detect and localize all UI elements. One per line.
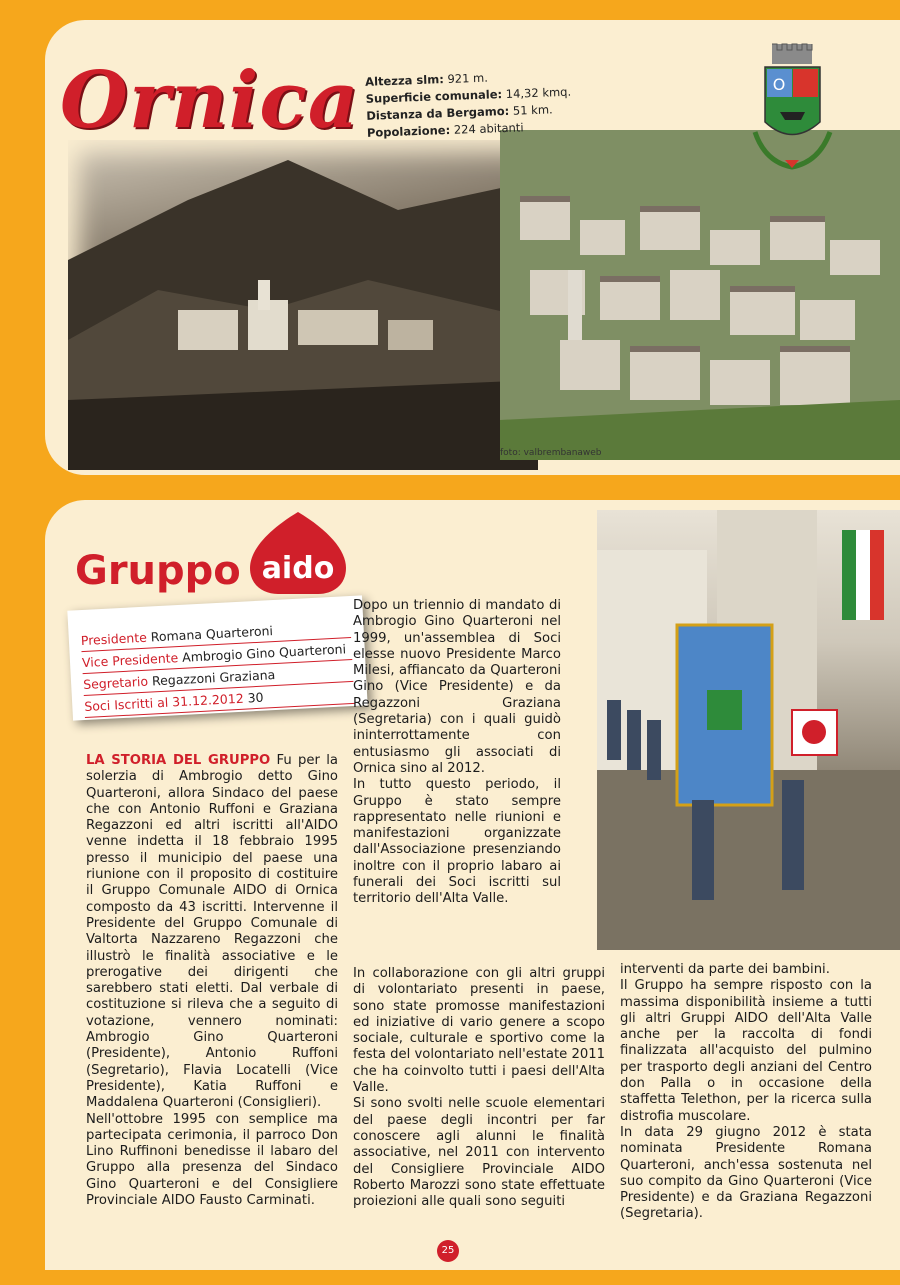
svg-text:O: O	[772, 75, 786, 94]
svg-text:aido: aido	[261, 551, 335, 586]
officer-row: Presidente Romana Quarteroni	[80, 616, 351, 652]
paragraph: In data 29 giugno 2012 è stata nominata Presidente Romana Quarteroni, anch'essa sostenuta nel suo compito da Gino Quarteroni (Vice Presidente) e da Graziana Regazzoni (Segretaria).	[620, 1124, 872, 1222]
officers-card	[67, 595, 367, 720]
article-column-1	[86, 753, 338, 1209]
paragraph: Il Gruppo ha sempre risposto con la massima disponibilità insieme a tutti gli altri Gruppi AIDO dell'Alta Valle anche per la raccolta di fondi finalizzata all'acquisto del pulmino per trasporto degli anziani del Centro don Palla o in occasione della staffetta Telethon, per la ricerca sulla distrofia muscolare.	[620, 978, 872, 1124]
page-margin	[0, 0, 45, 1285]
parade-photo	[597, 510, 900, 950]
officer-row: Vice Presidente Ambrogio Gino Quarteroni	[82, 638, 353, 674]
paragraph: In collaborazione con gli altri gruppi di volontariato presenti in paese, sono state promosse manifestazioni ed iniziative di vario genere a scopo sociale, culturale e sportivo come la festa del volontariato nell'estate 2011 che ha coinvolto tutti i paesi dell'Alta Valle.	[353, 966, 605, 1096]
paragraph: interventi da parte dei bambini.	[620, 962, 830, 977]
paragraph: Dopo un triennio di mandato di Ambrogio Gino Quarteroni nel 1999, un'assemblea di Soci elesse nuovo Presidente Marco Milesi, affiancato da Quarteroni Gino (Vice Presidente) e da Regazzoni Graziana (Segretaria) con i quali guidò ininterrottamente con entusiasmo gli associati di Ornica sino al 2012.	[353, 598, 561, 776]
modern-village-photo	[500, 130, 900, 460]
stat-row: Popolazione: 224 abitanti	[366, 120, 524, 140]
stat-row: Distanza da Bergamo: 51 km.	[366, 102, 553, 123]
officer-row: Segretario Regazzoni Graziana	[83, 660, 354, 696]
historic-village-photo	[68, 140, 538, 470]
officer-row: Soci Iscritti al 31.12.2012 30	[84, 682, 355, 718]
paragraph: LA STORIA DEL GRUPPO Fu per la solerzia di Ambrogio detto Gino Quarteroni, allora Sindaco del paese che con Antonio Ruffoni e Graziana Regazzoni ed altri iscritti all'AIDO venne indetta il 18 febbraio 1995 presso il municipio del paese una riunione con il proposito di costituire il Gruppo Comunale AIDO di Ornica composto da 43 iscritti. Intervenne il Presidente del Gruppo Comunale di Valtorta Nazzareno Regazzoni che illustrò le finalità associative e le prerogative dei dirigenti che sarebbero stati eletti. Dal verbale di costituzione si rileva che a seguito di votazione, vennero nominati: Ambrogio Gino Quarteroni (Presidente), Antonio Ruffoni (Segretario), Flavia Locatelli (Vice Presidente), Katia Ruffoni e Maddalena Quarteroni (Consiglieri).	[86, 753, 338, 1111]
town-title: Ornica	[60, 55, 360, 146]
town-stats	[365, 66, 587, 142]
photo-caption: foto: valbrembanaweb	[500, 448, 602, 458]
article-column-2	[353, 598, 561, 908]
paragraph: Si sono svolti nelle scuole elementari del paese degli incontri per far conoscere agli alunni le finalità associative, nel 2011 con intervento del Consigliere Provinciale AIDO Roberto Marozzi sono state effettuate proiezioni alle quali sono seguiti	[353, 1096, 605, 1210]
group-title: Gruppo	[75, 548, 241, 594]
paragraph: In tutto questo periodo, il Gruppo è stato sempre rappresentato nelle riunioni e manifestazioni organizzate dall'Associazione presenziando inoltre con il proprio labaro ai funerali dei Soci iscritti sul territorio dell'Alta Valle.	[353, 777, 561, 907]
article-column-2b	[353, 966, 605, 1210]
article-column-3	[620, 962, 872, 1223]
page-number: 25	[437, 1240, 459, 1262]
town-crest-icon	[745, 42, 840, 172]
stat-row: Altezza slm: 921 m.	[364, 70, 489, 89]
stat-row: Superficie comunale: 14,32 kmq.	[365, 84, 572, 106]
aido-logo-icon	[248, 510, 348, 595]
paragraph: Nell'ottobre 1995 con semplice ma partecipata cerimonia, il parroco Don Lino Ruffinoni benedisse il labaro del Gruppo alla presenza del Sindaco Gino Quarteroni e del Consigliere Provinciale AIDO Fausto Carminati.	[86, 1111, 338, 1209]
